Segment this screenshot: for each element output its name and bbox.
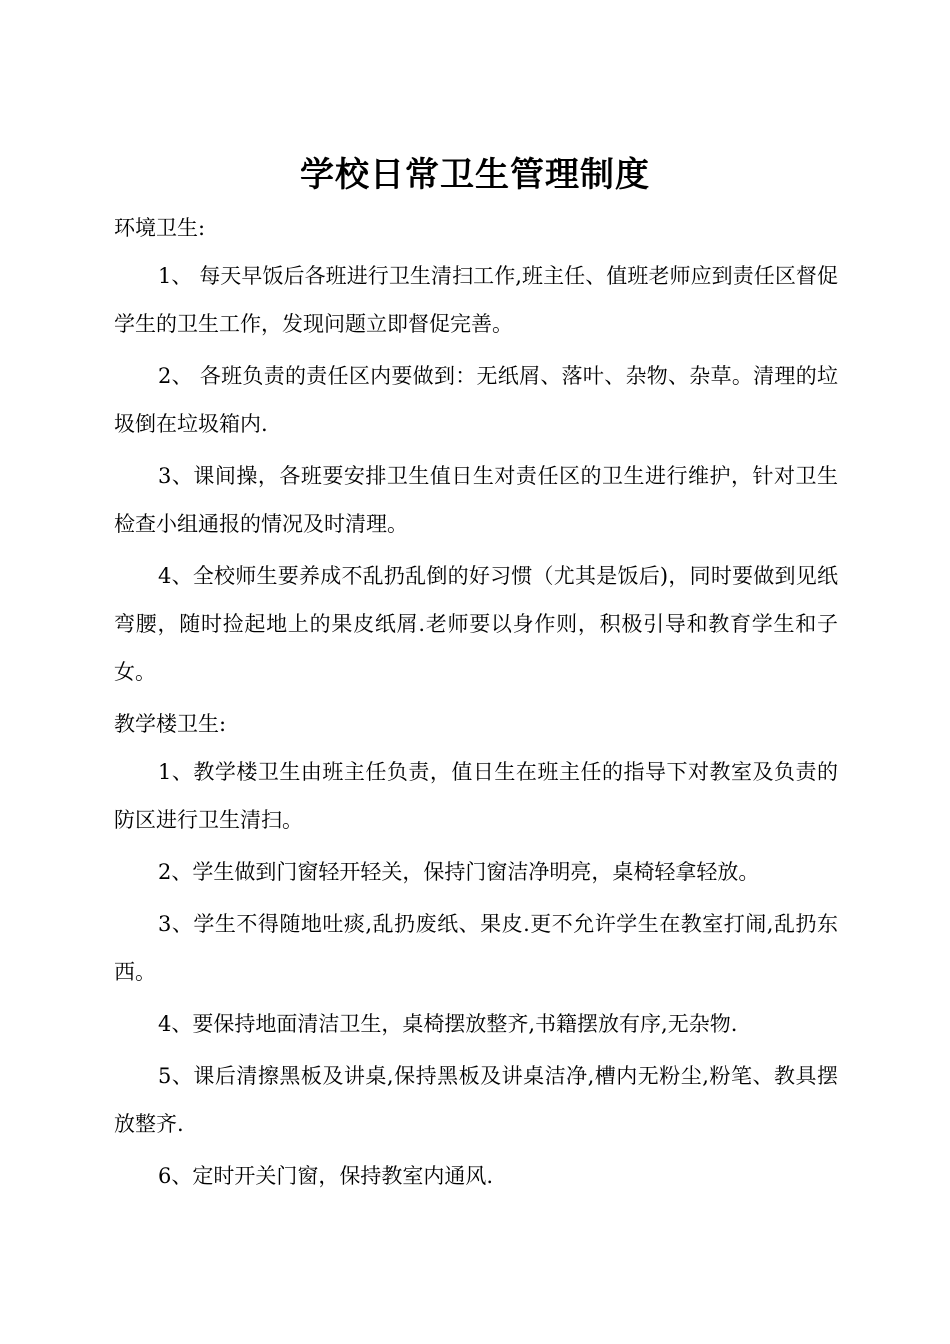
rule-paragraph: 4、全校师生要养成不乱扔乱倒的好习惯（尤其是饭后)，同时要做到见纸弯腰，随时捡起地上的果皮纸屑.老师要以身作则，积极引导和教育学生和子女。 xyxy=(114,564,838,684)
rule-paragraph: 1、 每天早饭后各班进行卫生清扫工作,班主任、值班老师应到责任区督促学生的卫生工作，发现问题立即督促完善。 xyxy=(114,264,838,336)
section-teaching-building xyxy=(114,700,838,1204)
section-heading: 教学楼卫生: xyxy=(114,712,227,736)
section-heading: 环境卫生: xyxy=(114,216,206,240)
rule-paragraph: 5、课后清擦黑板及讲桌,保持黑板及讲桌洁净,槽内无粉尘,粉笔、教具摆放整齐. xyxy=(114,1064,838,1136)
rule-paragraph: 6、定时开关门窗，保持教室内通风. xyxy=(158,1164,494,1188)
rule-paragraph: 2、 各班负责的责任区内要做到：无纸屑、落叶、杂物、杂草。清理的垃圾倒在垃圾箱内. xyxy=(114,364,838,436)
rule-paragraph: 3、学生不得随地吐痰,乱扔废纸、果皮.更不允许学生在教室打闹,乱扔东西。 xyxy=(114,912,838,984)
rule-paragraph: 4、要保持地面清洁卫生，桌椅摆放整齐,书籍摆放有序,无杂物. xyxy=(158,1012,738,1036)
rule-paragraph: 3、课间操，各班要安排卫生值日生对责任区的卫生进行维护，针对卫生检查小组通报的情况及时清理。 xyxy=(114,464,838,536)
rule-paragraph: 2、学生做到门窗轻开轻关，保持门窗洁净明亮，桌椅轻拿轻放。 xyxy=(158,860,760,884)
document-title: 学校日常卫生管理制度 xyxy=(300,155,650,195)
rule-paragraph: 1、教学楼卫生由班主任负责，值日生在班主任的指导下对教室及负责的防区进行卫生清扫。 xyxy=(114,760,838,832)
section-environment xyxy=(114,204,838,700)
document-body xyxy=(114,204,838,1204)
